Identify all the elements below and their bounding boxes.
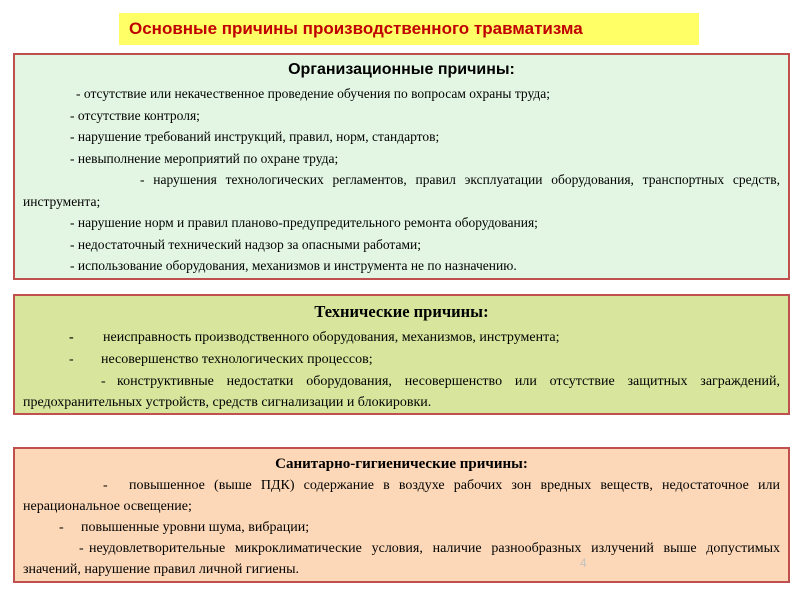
list-item (23, 517, 780, 538)
list-item (23, 371, 780, 413)
slide-title: Основные причины производственного травматизма (119, 13, 699, 45)
list-item: - отсутствие или некачественное проведение обучения по вопросам охраны труда; (76, 86, 551, 101)
list-item: - использование оборудования, механизмов и инструмента не по назначению. (70, 258, 517, 273)
bullet-dash: - (103, 478, 108, 493)
technical-causes-box (13, 294, 790, 415)
organizational-causes-header: Организационные причины: (288, 61, 515, 78)
list-item: - нарушение требований инструкций, правил, норм, стандартов; (70, 129, 440, 144)
list-item (23, 349, 780, 371)
list-item-text: повышенное (выше ПДК) содержание в воздухе рабочих зон вредных веществ, недостаточное или нерациональное освещение; (23, 478, 780, 514)
list-item: - нарушения технологических регламентов, правил эксплуатации оборудования, транспортных средств, инструмента; (23, 172, 780, 209)
list-item-text: повышенные уровни шума, вибрации; (81, 520, 310, 535)
bullet-dash: - (101, 374, 106, 389)
bullet-dash: - (59, 520, 64, 535)
list-item (23, 538, 780, 580)
technical-causes-header: Технические причины: (314, 302, 489, 321)
bullet-dash: - (79, 541, 84, 556)
list-item-text: неисправность производственного оборудования, механизмов, инструмента; (103, 330, 560, 345)
list-item-text: несовершенство технологических процессов; (101, 352, 373, 367)
list-item-text: неудовлетворительные микроклиматические условия, наличие разнообразных излучений выше допустимых значений, нарушение правил личной гигиены. (23, 541, 780, 577)
list-item: - отсутствие контроля; (70, 107, 200, 123)
list-item-text: конструктивные недостатки оборудования, несовершенство или отсутствие защитных заграждений, предохранительных устройств, средств сигнализации и блокировки. (23, 374, 780, 410)
list-item (23, 326, 780, 349)
sanitary-causes-header: Санитарно-гигиенические причины: (275, 456, 528, 472)
bullet-dash: - (69, 352, 74, 367)
bullet-dash: - (69, 330, 74, 345)
organizational-causes-box (13, 53, 790, 280)
list-item (23, 475, 780, 517)
page-number: 4 (580, 556, 587, 570)
list-item: - недостаточный технический надзор за опасными работами; (70, 236, 422, 252)
sanitary-causes-box (13, 447, 790, 583)
list-item: - невыполнение мероприятий по охране труда; (70, 150, 339, 166)
list-item: - нарушение норм и правил планово-предупредительного ремонта оборудования; (70, 215, 538, 230)
